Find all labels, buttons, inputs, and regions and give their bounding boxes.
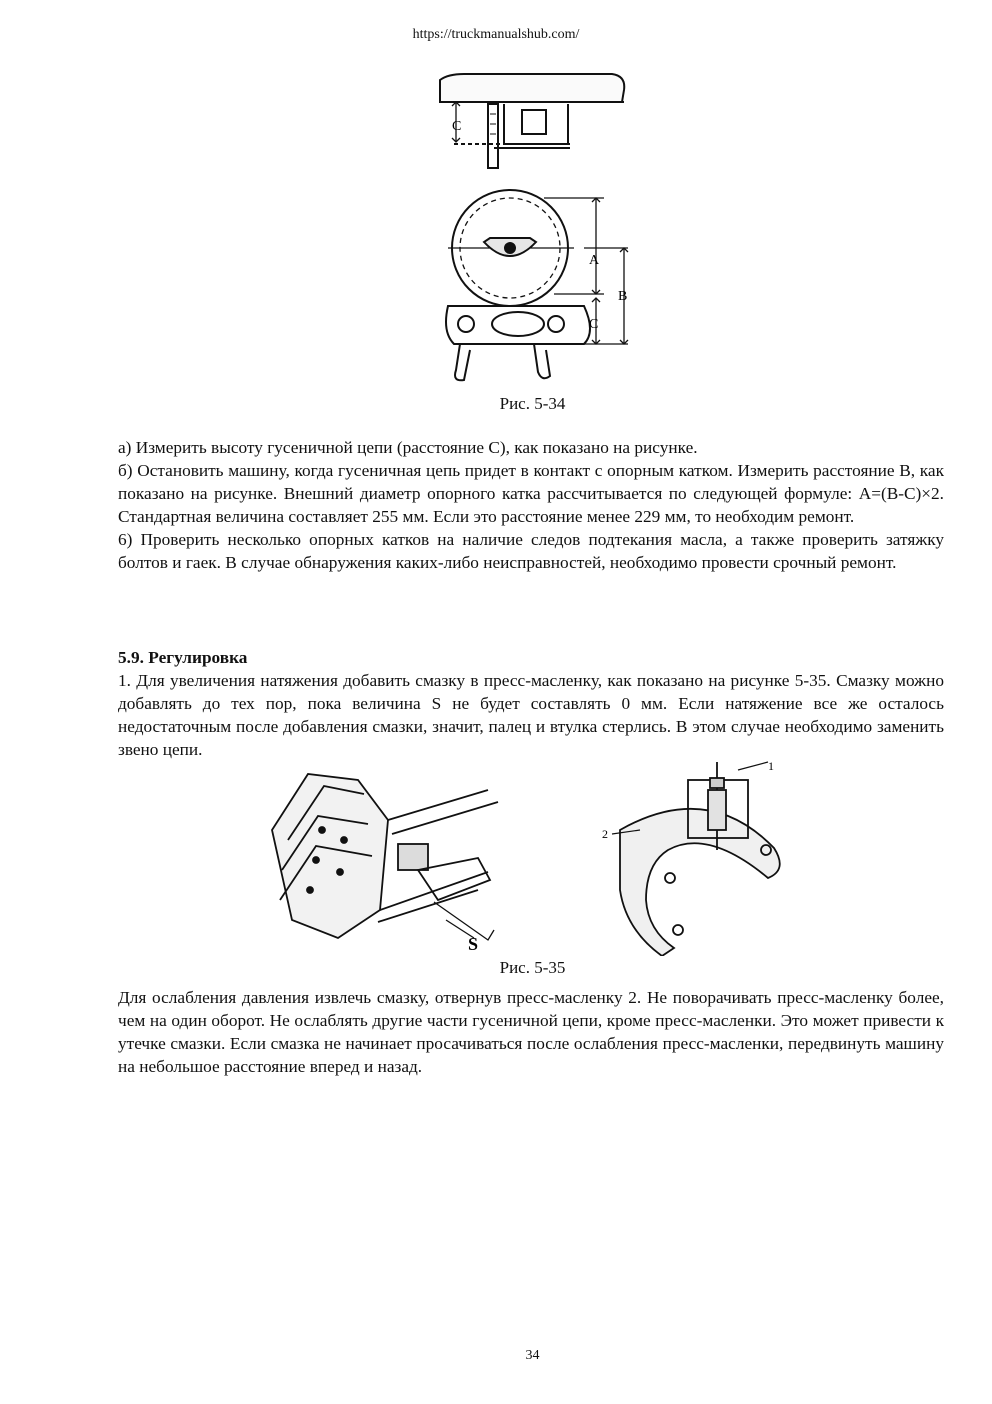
paragraph-a: а) Измерить высоту гусеничной цепи (расстояние С), как показано на рисунке. (118, 438, 698, 457)
paragraph-b: б) Остановить машину, когда гусеничная цепь придет в контакт с опорным катком. Измерить расстояние В, как показано на рисунке. Внешний диаметр опорного катка рассчитывается по следующей формуле: А=(В-С)×2. Стандартная величина составляет 255 мм. Если это расстояние менее 229 мм, то необходим ремонт. (118, 461, 944, 526)
figure-5-35-caption: Рис. 5-35 (499, 958, 566, 977)
label-part-1: 1 (768, 760, 774, 773)
label-c-top: C (452, 119, 462, 134)
figure-5-34-caption: Рис. 5-34 (499, 394, 566, 413)
label-s: S (468, 934, 479, 954)
adjustment-section (118, 646, 944, 761)
page-number: 34 (525, 1348, 540, 1363)
figure-5-35-tension-diagram (268, 760, 788, 956)
page-url: https://truckmanualshub.com/ (412, 27, 580, 42)
section-heading: 5.9. Регулировка (118, 648, 248, 667)
label-c-bottom: C (589, 317, 599, 332)
adjustment-paragraph: 1. Для увеличения натяжения добавить смазку в пресс-масленку, как показано на рисунке 5-35. Смазку можно добавлять до тех пор, пока величина S не будет составлять 0 мм. Если натяжение все же осталось недостаточным после добавления смазки, значит, палец и втулка стерлись. В этом случае необходимо заменить звено цепи. (118, 671, 944, 759)
figure-5-34-roller-diagram (434, 70, 652, 392)
label-a: A (589, 253, 600, 268)
paragraph-6: 6) Проверить несколько опорных катков на наличие следов подтекания масла, а также проверить затяжку болтов и гаек. В случае обнаружения каких-либо неисправностей, необходимо провести срочный ремонт. (118, 530, 944, 572)
label-b: B (618, 289, 628, 304)
label-part-2: 2 (602, 827, 608, 841)
release-instructions (118, 986, 944, 1078)
measurement-instructions (118, 436, 944, 574)
release-paragraph: Для ослабления давления извлечь смазку, отвернув пресс-масленку 2. Не поворачивать пресс-масленку более, чем на один оборот. Не ослаблять другие части гусеничной цепи, кроме пресс-масленки. Это может привести к утечке смазки. Если смазка не начинает просачиваться после ослабления пресс-масленки, передвинуть машину на небольшое расстояние вперед и назад. (118, 988, 944, 1076)
